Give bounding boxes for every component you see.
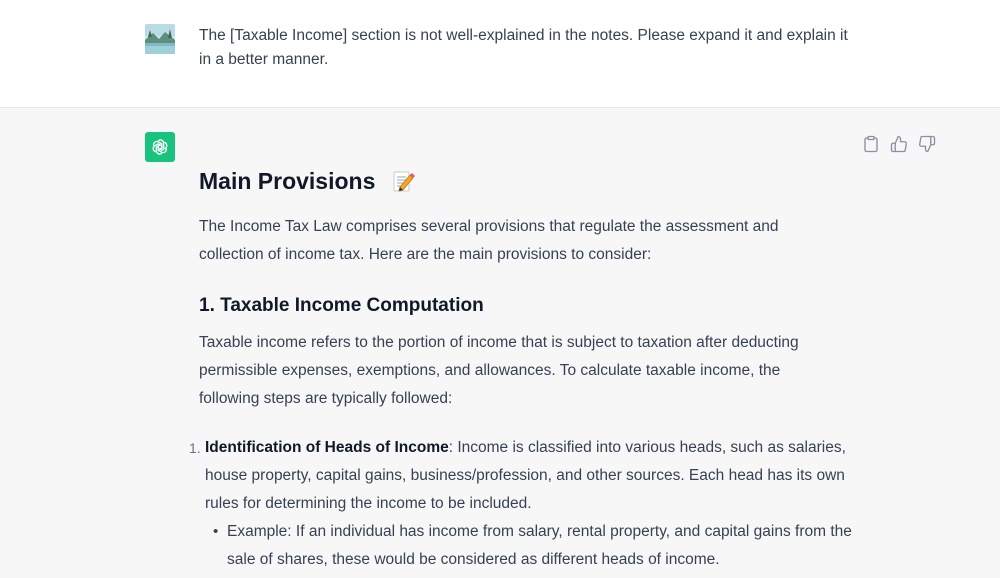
clipboard-icon[interactable]	[862, 135, 880, 153]
sub-list-item: Example: If an individual has income from salary, rental property, and capital gains from the sale of shares, these would be considered as different heads of income.	[227, 523, 852, 568]
list-item	[205, 434, 855, 518]
openai-logo-icon	[145, 132, 175, 162]
user-message-row	[0, 0, 1000, 108]
memo-icon	[391, 169, 415, 193]
intro-paragraph: The Income Tax Law comprises several provisions that regulate the assessment and collection of income tax. Here are the main provisions to consider:	[199, 218, 779, 263]
list-number: 1.	[189, 440, 201, 456]
message-actions	[862, 135, 936, 153]
user-message-text: The [Taxable Income] section is not well-explained in the notes. Please expand it and explain it in a better manner.	[199, 27, 848, 68]
heading-text: Main Provisions	[199, 168, 376, 194]
thumbs-up-icon[interactable]	[890, 135, 908, 153]
thumbs-down-icon[interactable]	[918, 135, 936, 153]
assistant-message-row	[0, 108, 1000, 578]
user-avatar	[145, 24, 175, 54]
list-item-bold: Identification of Heads of Income	[205, 439, 449, 456]
list-item-text: : Income is classified into various heads, such as salaries, house property, capital gains, business/profession, and other sources. Each head has its own rules for determining the income to be included.	[205, 439, 846, 512]
section-paragraph: Taxable income refers to the portion of income that is subject to taxation after deducting permissible expenses, exemptions, and allowances. To calculate taxable income, the following steps are typically followed:	[199, 334, 799, 407]
response-heading	[199, 166, 415, 196]
bullet-marker: •	[213, 523, 219, 540]
section-heading: 1. Taxable Income Computation	[199, 295, 484, 316]
